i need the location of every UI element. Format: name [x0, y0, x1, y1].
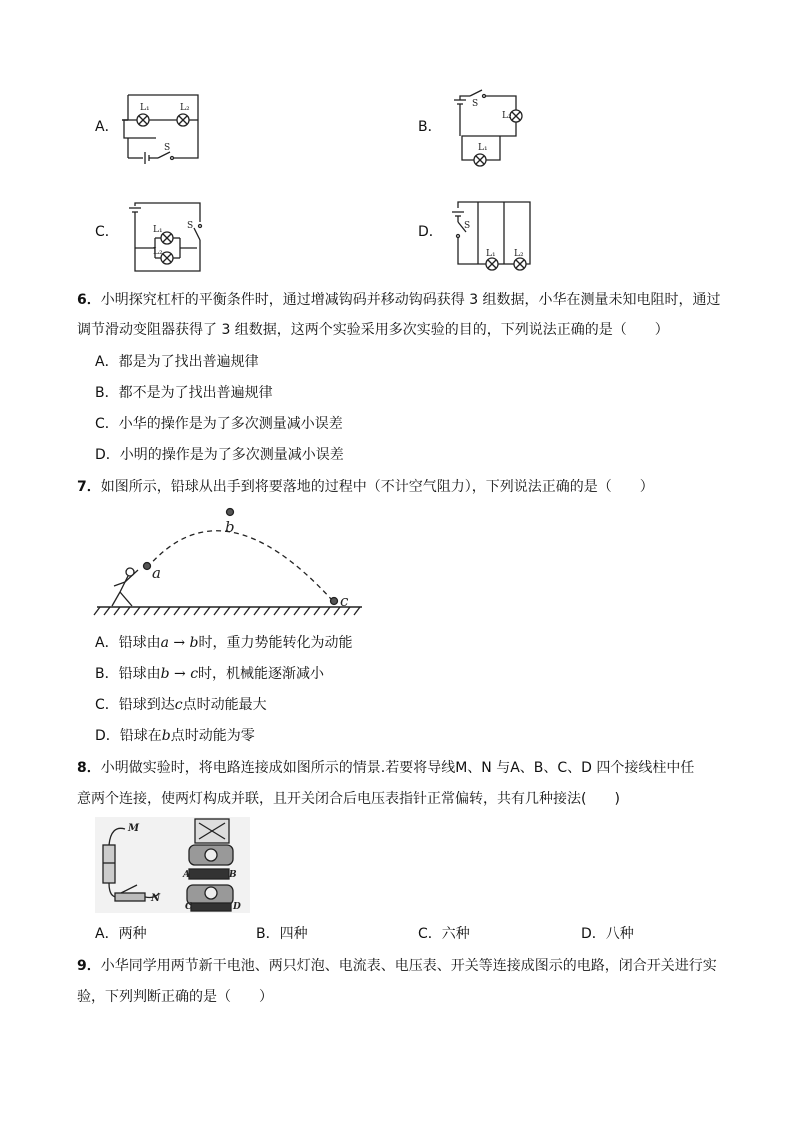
q5-option-b-label: B．	[418, 119, 442, 135]
q8-terminal-c-label: C	[185, 902, 193, 912]
q8-circuit-photo	[95, 817, 250, 913]
q7-point-b-label: b	[225, 518, 235, 536]
q8-stem-line2: 意两个连接，使两灯构成并联，且开关闭合后电压表指针正常偏转，共有几种接法( )	[77, 791, 620, 807]
q5-b-lamp1-label: L₁	[478, 143, 488, 153]
q5-option-a-label: A．	[95, 119, 119, 135]
q5-a-switch-label: S	[164, 143, 171, 153]
q7-point-c-label: c	[340, 592, 349, 610]
q5-d-lamp1-label: L₁	[486, 249, 496, 259]
q6-option-a[interactable]: A．都是为了找出普遍规律	[95, 354, 259, 370]
q5-b-lamp2-label: L₂	[502, 111, 512, 121]
q5-a-lamp1-label: L₁	[140, 103, 150, 113]
q6-stem-line2: 调节滑动变阻器获得了 3 组数据，这两个实验采用多次实验的目的，下列说法正确的是（ ）	[77, 322, 669, 338]
q5-circuit-d	[448, 198, 538, 278]
q5-b-switch-label: S	[472, 99, 479, 109]
q6-stem-line1	[77, 290, 721, 310]
q7-shot-put-diagram	[92, 500, 372, 625]
q8-terminal-b-label: B	[229, 870, 237, 880]
q8-option-c[interactable]: C．六种	[418, 926, 470, 942]
q6-option-c[interactable]: C．小华的操作是为了多次测量减小误差	[95, 416, 343, 432]
q8-number: 8．	[77, 760, 101, 776]
q5-d-lamp2-label: L₂	[514, 249, 524, 259]
q6-number: 6．	[77, 292, 101, 308]
q5-c-lamp2-label: L₂	[153, 247, 163, 257]
q7-point-a-label: a	[152, 564, 161, 582]
q8-terminal-n-label: N	[151, 893, 161, 904]
q7-option-b[interactable]: B．铅球由b → c时，机械能逐渐减小	[95, 666, 325, 682]
q9-number: 9．	[77, 958, 101, 974]
q5-c-lamp1-label: L₁	[153, 225, 163, 235]
q7-number: 7．	[77, 479, 101, 495]
q5-d-switch-label: S	[464, 221, 471, 231]
q6-stem-text1: 小明探究杠杆的平衡条件时，通过增减钩码并移动钩码获得 3 组数据，小华在测量未知电阻时，通过	[100, 292, 721, 308]
q7-option-a[interactable]: A．铅球由a → b时，重力势能转化为动能	[95, 635, 353, 651]
q8-terminal-a-label: A	[183, 870, 190, 880]
q5-option-d-label: D．	[418, 224, 443, 240]
q9-stem-text1: 小华同学用两节新干电池、两只灯泡、电流表、电压表、开关等连接成图示的电路，闭合开关进行实	[100, 958, 717, 974]
q5-a-lamp2-label: L₂	[180, 103, 190, 113]
q5-c-switch-label: S	[187, 221, 194, 231]
q8-option-d[interactable]: D．八种	[581, 926, 634, 942]
q7-stem-text: 如图所示，铅球从出手到将要落地的过程中（不计空气阻力），下列说法正确的是（ ）	[100, 479, 654, 495]
q8-option-a[interactable]: A．两种	[95, 926, 147, 942]
q7-option-d[interactable]: D．铅球在b点时动能为零	[95, 728, 255, 744]
q5-option-c-label: C．	[95, 224, 119, 240]
q8-terminal-m-label: M	[128, 823, 140, 834]
q5-circuit-c	[125, 198, 215, 278]
q8-option-b[interactable]: B．四种	[256, 926, 308, 942]
q9-stem-line1	[77, 956, 717, 976]
q5-circuit-b	[440, 88, 535, 168]
q5-circuit-a	[118, 90, 208, 165]
q8-stem-text1: 小明做实验时，将电路连接成如图所示的情景.若要将导线M、N 与A、B、C、D 四个接线柱中任	[100, 760, 695, 776]
q6-option-d[interactable]: D．小明的操作是为了多次测量减小误差	[95, 447, 344, 463]
q8-terminal-d-label: D	[233, 902, 241, 912]
q9-stem-line2: 验，下列判断正确的是（ ）	[77, 989, 273, 1005]
q7-option-c[interactable]: C．铅球到达c点时动能最大	[95, 697, 267, 713]
q7-stem	[77, 477, 654, 497]
q8-stem-line1	[77, 758, 694, 778]
q6-option-b[interactable]: B．都不是为了找出普遍规律	[95, 385, 273, 401]
